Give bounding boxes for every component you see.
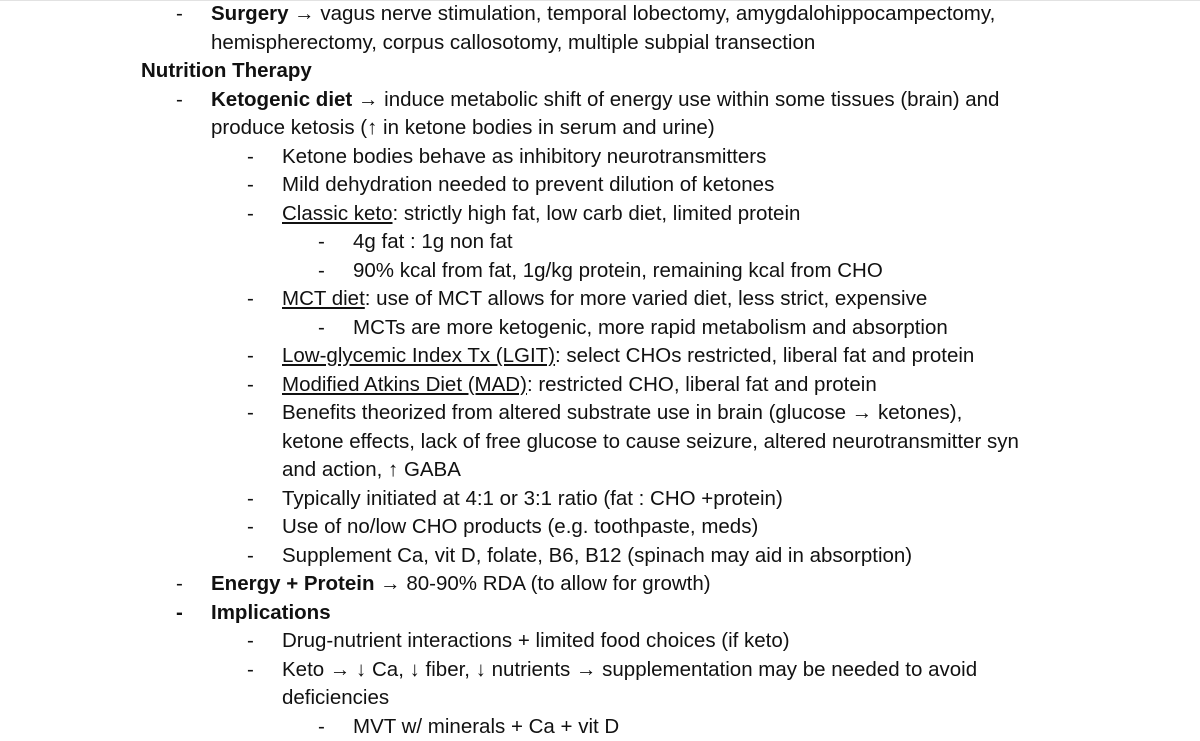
benefits-line-2: ketone effects, lack of free glucose to cause seizure, altered neurotransmitter syn: [282, 428, 1019, 457]
bullet-dash: -: [247, 371, 254, 400]
bullet-dash: -: [247, 656, 254, 685]
products-text: Use of no/low CHO products (e.g. toothpaste, meds): [282, 515, 758, 538]
dehydration-text: Mild dehydration needed to prevent dilution of ketones: [282, 173, 774, 196]
mad-text: : restricted CHO, liberal fat and protein: [527, 373, 877, 396]
mvt-text: MVT w/ minerals + Ca + vit D: [353, 715, 619, 738]
bullet-implications: [211, 599, 331, 628]
bullet-dash: -: [318, 713, 325, 741]
lgit-text: : select CHOs restricted, liberal fat and protein: [555, 344, 974, 367]
bullet-dash: -: [247, 171, 254, 200]
bullet-dash: -: [247, 399, 254, 428]
bullet-dash: -: [176, 0, 183, 29]
surgery-label: Surgery: [211, 2, 288, 25]
benefits-line-3: and action, ↑ GABA: [282, 456, 461, 485]
bullet-ketogenic-diet: [211, 86, 999, 115]
bullet-mad: [282, 371, 877, 400]
mct-diet-text: : use of MCT allows for more varied diet, less strict, expensive: [365, 287, 927, 310]
surgery-text-1: → vagus nerve stimulation, temporal lobectomy, amygdalohippocampectomy,: [288, 2, 995, 25]
bullet-lgit: [282, 342, 974, 371]
initiated-text: Typically initiated at 4:1 or 3:1 ratio (fat : CHO +protein): [282, 487, 783, 510]
implications-label: Implications: [211, 601, 331, 624]
bullet-dash: -: [247, 342, 254, 371]
ketone-bodies-text: Ketone bodies behave as inhibitory neurotransmitters: [282, 145, 766, 168]
bullet-surgery: [211, 0, 995, 29]
mad-label: Modified Atkins Diet (MAD): [282, 373, 527, 396]
classic-keto-label: Classic keto: [282, 202, 393, 225]
bullet-dash: -: [176, 599, 183, 628]
classic-kcal-text: 90% kcal from fat, 1g/kg protein, remaining kcal from CHO: [353, 259, 883, 282]
bullet-ketone-bodies: [282, 143, 766, 172]
classic-keto-text: : strictly high fat, low carb diet, limited protein: [393, 202, 801, 225]
bullet-dehydration: [282, 171, 774, 200]
ketogenic-label: Ketogenic diet: [211, 88, 352, 111]
energy-label: Energy + Protein: [211, 572, 374, 595]
benefits-line-1: Benefits theorized from altered substrate use in brain (glucose → ketones),: [282, 401, 962, 424]
bullet-dash: -: [247, 627, 254, 656]
ketogenic-continuation: produce ketosis (↑ in ketone bodies in serum and urine): [211, 114, 715, 143]
bullet-initiated: [282, 485, 783, 514]
mct-sub-text: MCTs are more ketogenic, more rapid metabolism and absorption: [353, 316, 948, 339]
bullet-keto-supplementation: [282, 656, 977, 685]
bullet-dash: -: [318, 314, 325, 343]
bullet-dash: -: [247, 200, 254, 229]
mct-diet-label: MCT diet: [282, 287, 365, 310]
bullet-dash: -: [176, 570, 183, 599]
lgit-label: Low-glycemic Index Tx (LGIT): [282, 344, 555, 367]
bullet-dash: -: [247, 542, 254, 571]
bullet-dash: -: [318, 228, 325, 257]
bullet-mvt: [353, 713, 619, 741]
bullet-dash: -: [318, 257, 325, 286]
bullet-classic-ratio: [353, 228, 513, 257]
bullet-products: [282, 513, 758, 542]
bullet-classic-keto: [282, 200, 800, 229]
bullet-drug-nutrient: [282, 627, 790, 656]
bullet-dash: -: [176, 86, 183, 115]
surgery-continuation: hemispherectomy, corpus callosotomy, multiple subpial transection: [211, 29, 815, 58]
bullet-mct-diet: [282, 285, 927, 314]
bullet-classic-kcal: [353, 257, 883, 286]
bullet-dash: -: [247, 285, 254, 314]
classic-ratio-text: 4g fat : 1g non fat: [353, 230, 513, 253]
energy-text: → 80-90% RDA (to allow for growth): [374, 572, 710, 595]
ketogenic-text-1: → induce metabolic shift of energy use within some tissues (brain) and: [352, 88, 999, 111]
supplement-text: Supplement Ca, vit D, folate, B6, B12 (spinach may aid in absorption): [282, 544, 912, 567]
bullet-dash: -: [247, 143, 254, 172]
keto-supplementation-line-2: deficiencies: [282, 684, 389, 713]
bullet-energy-protein: [211, 570, 711, 599]
bullet-benefits: [282, 399, 962, 428]
bullet-dash: -: [247, 485, 254, 514]
bullet-mct-sub: [353, 314, 948, 343]
keto-supplementation-line-1: Keto → ↓ Ca, ↓ fiber, ↓ nutrients → supplementation may be needed to avoid: [282, 658, 977, 681]
drug-nutrient-text: Drug-nutrient interactions + limited food choices (if keto): [282, 629, 790, 652]
section-title-nutrition-therapy: Nutrition Therapy: [141, 57, 312, 86]
bullet-dash: -: [247, 513, 254, 542]
bullet-supplement: [282, 542, 912, 571]
